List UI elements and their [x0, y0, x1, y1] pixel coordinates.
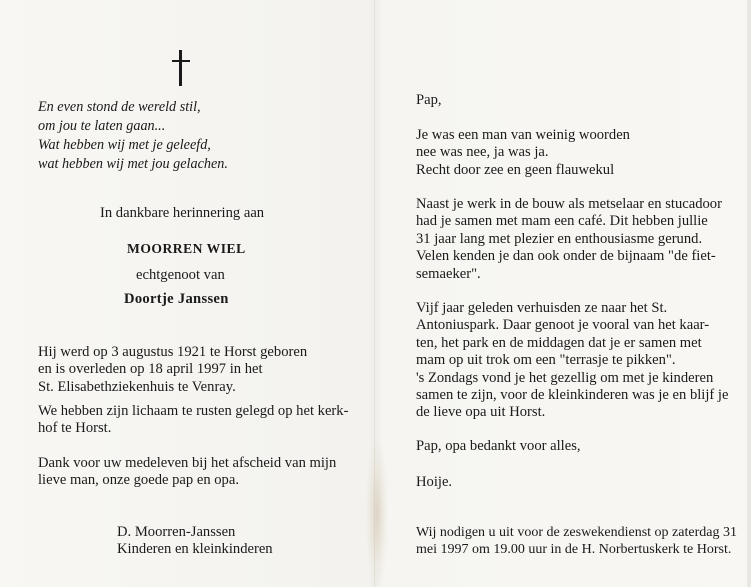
- poem: [38, 98, 228, 174]
- paragraph-line: nee was nee, ja was ja.: [416, 144, 549, 161]
- deceased-name: MOORREN WIEL: [127, 241, 246, 256]
- thanks-line: lieve man, onze goede pap en opa.: [38, 472, 239, 489]
- paragraph-line: Je was een man van weinig woorden: [416, 127, 630, 143]
- paragraph-line: mam op uit trok om een "terrasje te pikken".: [416, 352, 676, 369]
- signatures: [117, 524, 273, 559]
- burial-text: [38, 403, 348, 438]
- paragraph-line: 31 jaar lang met plezier en enthousiasme gerund.: [416, 230, 703, 247]
- poem-line: Wat hebben wij met je geleefd,: [38, 137, 211, 153]
- poem-line: om jou te laten gaan...: [38, 118, 166, 134]
- paragraph-line: Recht door zee en geen flauwekul: [416, 161, 615, 178]
- paper-stain: [366, 440, 388, 587]
- paragraph-line: ten, het park en de middagen dat je er samen met: [416, 334, 702, 351]
- paragraph-retirement: [416, 300, 728, 422]
- paragraph-line: Naast je werk in de bouw als metselaar en stucadoor: [416, 196, 722, 212]
- burial-line: hof te Horst.: [38, 420, 112, 437]
- paragraph-line: Antoniuspark. Daar genoot je vooral van het kaar-: [416, 317, 710, 334]
- paragraph-line: de lieve opa uit Horst.: [416, 404, 546, 421]
- paragraph-work: [416, 196, 722, 283]
- bio-text: [38, 344, 307, 396]
- burial-line: We hebben zijn lichaam te rusten gelegd op het kerk-: [38, 403, 349, 419]
- signature-line: D. Moorren-Janssen: [117, 524, 236, 540]
- bio-line: St. Elisabethziekenhuis te Venray.: [38, 378, 236, 395]
- signoff: Hoije.: [416, 474, 453, 490]
- thanks-text: [38, 455, 336, 490]
- closing-line: Pap, opa bedankt voor alles,: [416, 438, 581, 454]
- card-edge: [747, 0, 751, 587]
- signature-line: Kinderen en kleinkinderen: [117, 541, 273, 558]
- paragraph-line: semaeker".: [416, 265, 481, 282]
- bio-line: Hij werd op 3 augustus 1921 te Horst geboren: [38, 344, 308, 360]
- paragraph-line: Vijf jaar geleden verhuisden ze naar het St.: [416, 300, 668, 316]
- paragraph-line: samen te zijn, voor de kleinkinderen was je en blijf je: [416, 387, 729, 404]
- paragraph-line: 's Zondags vond je het gezellig om met je kinderen: [416, 369, 714, 386]
- salutation: Pap,: [416, 92, 442, 108]
- paragraph-character: [416, 127, 630, 179]
- thanks-line: Dank voor uw medeleven bij het afscheid van mijn: [38, 455, 337, 471]
- paragraph-line: had je samen met mam een café. Dit hebben jullie: [416, 213, 708, 230]
- invitation: [416, 524, 737, 559]
- poem-line: wat hebben wij met jou gelachen.: [38, 156, 228, 172]
- paragraph-line: Velen kenden je dan ook onder de bijnaam "de fiet-: [416, 248, 716, 265]
- poem-line: En even stond de wereld stil,: [38, 99, 201, 115]
- invitation-line: Wij nodigen u uit voor de zeswekendienst op zaterdag 31: [416, 525, 737, 540]
- remembrance-intro: In dankbare herinnering aan: [100, 205, 265, 221]
- bio-line: en is overleden op 18 april 1997 in het: [38, 361, 263, 378]
- cross-icon: [172, 50, 190, 86]
- spouse-name: Doortje Janssen: [124, 291, 229, 307]
- spouse-intro: echtgenoot van: [136, 267, 225, 283]
- invitation-line: mei 1997 om 19.00 uur in de H. Norbertuskerk te Horst.: [416, 542, 732, 558]
